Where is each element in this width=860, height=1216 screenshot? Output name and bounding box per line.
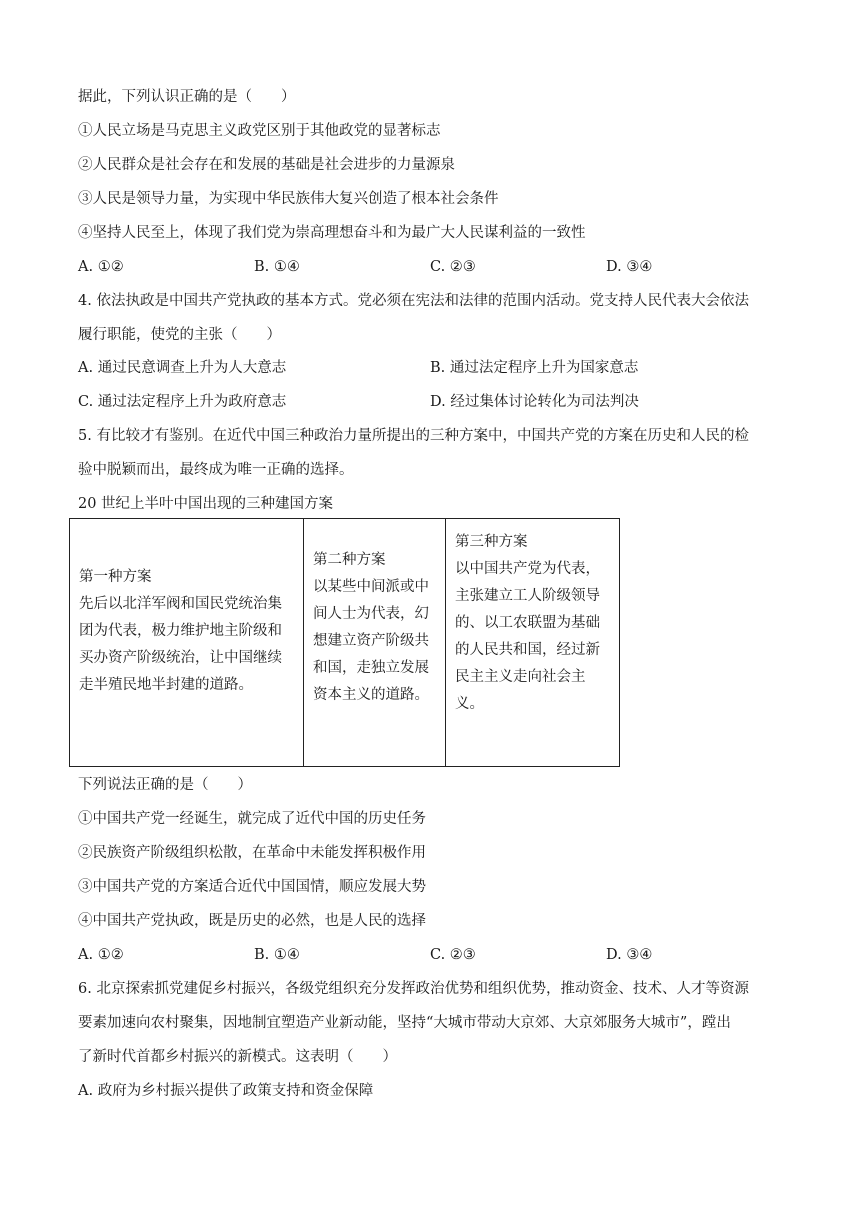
q5-option-a: A. ①② <box>78 947 124 963</box>
q3-stem: 据此，下列认识正确的是（ ） <box>78 89 296 105</box>
table-cell-line: 第一种方案 <box>79 569 152 585</box>
q3-option-c: C. ②③ <box>430 259 476 275</box>
table-cell-line: 和国，走独立发展 <box>313 660 429 676</box>
q5-option-b: B. ①④ <box>254 947 300 963</box>
q5-option-c: C. ②③ <box>430 947 476 963</box>
q6-line-1: 6. 北京探索抓党建促乡村振兴，各级党组织充分发挥政治优势和组织优势，推动资金、技术、人才等资源 <box>78 981 749 997</box>
table-cell-line: 先后以北洋军阀和国民党统治集 <box>79 596 282 612</box>
q3-item-2: ②人民群众是社会存在和发展的基础是社会进步的力量源泉 <box>78 157 455 173</box>
q3-option-b: B. ①④ <box>254 259 300 275</box>
table-cell-line: 想建立资产阶级共 <box>313 633 429 649</box>
table-column-2 <box>304 519 446 766</box>
q4-option-d: D. 经过集体讨论转化为司法判决 <box>430 394 639 410</box>
q3-option-a: A. ①② <box>78 259 124 275</box>
table-cell-line: 资本主义的道路。 <box>313 687 429 703</box>
q4-line-1: 4. 依法执政是中国共产党执政的基本方式。党必须在宪法和法律的范围内活动。党支持人民代表大会依法 <box>78 293 749 309</box>
table-cell-line: 走半殖民地半封建的道路。 <box>79 677 253 693</box>
q5-option-d: D. ③④ <box>606 947 653 963</box>
table-cell-line: 间人士为代表，幻 <box>313 606 429 622</box>
q6-option-a: A. 政府为乡村振兴提供了政策支持和资金保障 <box>78 1083 374 1099</box>
q4-line-2: 履行职能，使党的主张（ ） <box>78 327 281 343</box>
q5-item-4: ④中国共产党执政，既是历史的必然，也是人民的选择 <box>78 913 426 929</box>
q3-item-3: ③人民是领导力量，为实现中华民族伟大复兴创造了根本社会条件 <box>78 191 499 207</box>
table-cell-line: 的、以工农联盟为基础 <box>455 615 600 631</box>
q3-item-1: ①人民立场是马克思主义政党区别于其他政党的显著标志 <box>78 123 441 139</box>
q5-item-3: ③中国共产党的方案适合近代中国国情，顺应发展大势 <box>78 879 426 895</box>
q5-item-2: ②民族资产阶级组织松散，在革命中未能发挥积极作用 <box>78 845 426 861</box>
table-cell-line: 买办资产阶级统治，让中国继续 <box>79 650 282 666</box>
q5-table-title: 20 世纪上半叶中国出现的三种建国方案 <box>78 496 334 512</box>
q3-item-4: ④坚持人民至上，体现了我们党为崇高理想奋斗和为最广大人民谋利益的一致性 <box>78 225 586 241</box>
q4-option-a: A. 通过民意调查上升为人大意志 <box>78 360 287 376</box>
table-cell-line: 民主主义走向社会主 <box>455 669 586 685</box>
table-cell-line: 第二种方案 <box>313 552 386 568</box>
table-cell-line: 第三种方案 <box>455 534 528 550</box>
table-cell-line: 以中国共产党为代表， <box>455 561 600 577</box>
table-cell-line: 义。 <box>455 696 484 712</box>
q5-line-1: 5. 有比较才有鉴别。在近代中国三种政治力量所提出的三种方案中，中国共产党的方案在历史和人民的检 <box>78 428 749 444</box>
q6-line-2: 要素加速向农村聚集，因地制宜塑造产业新动能，坚持“大城市带动大京郊、大京郊服务大城市”，蹚出 <box>78 1015 731 1031</box>
table-cell-line: 主张建立工人阶级领导 <box>455 588 600 604</box>
table-cell-line: 以某些中间派或中 <box>313 579 429 595</box>
q5-line-2: 验中脱颖而出，最终成为唯一正确的选择。 <box>78 462 354 478</box>
table-cell-line: 团为代表，极力维护地主阶级和 <box>79 623 282 639</box>
table-column-1 <box>70 519 304 766</box>
q4-option-b: B. 通过法定程序上升为国家意志 <box>430 360 639 376</box>
table-cell-line: 的人民共和国，经过新 <box>455 642 600 658</box>
plans-table <box>69 518 620 767</box>
table-column-3 <box>446 519 619 766</box>
q5-item-1: ①中国共产党一经诞生，就完成了近代中国的历史任务 <box>78 811 426 827</box>
q4-option-c: C. 通过法定程序上升为政府意志 <box>78 394 287 410</box>
q5-stem: 下列说法正确的是（ ） <box>78 777 252 793</box>
q3-option-d: D. ③④ <box>606 259 653 275</box>
q6-line-3: 了新时代首都乡村振兴的新模式。这表明（ ） <box>78 1049 397 1065</box>
